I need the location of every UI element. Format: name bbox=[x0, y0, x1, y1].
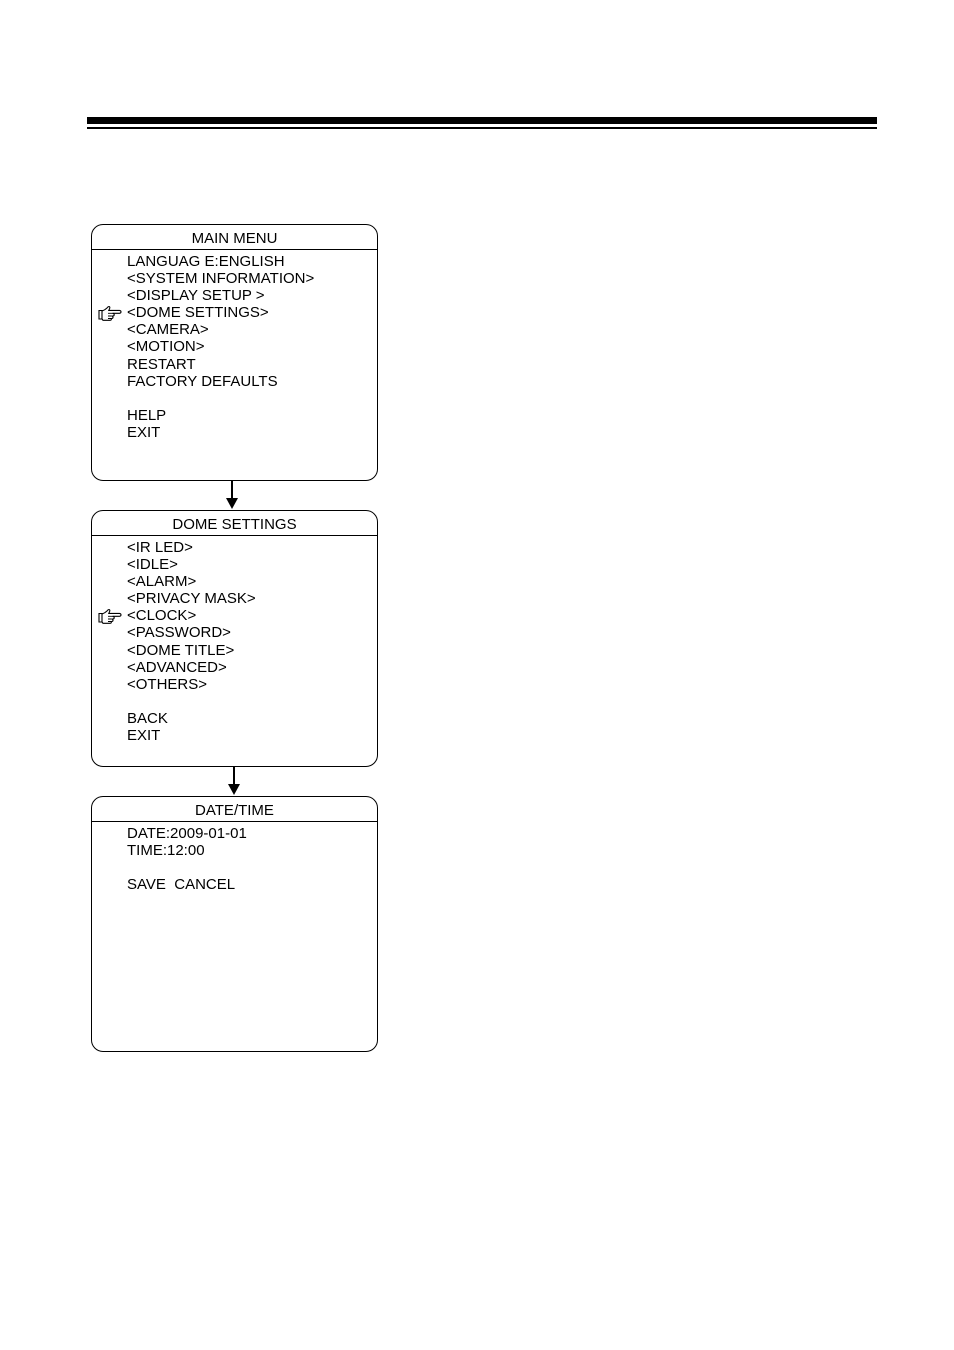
dome-settings-item-clock[interactable] bbox=[92, 607, 377, 624]
date-time-item-save-cancel[interactable] bbox=[92, 876, 377, 893]
main-menu-item-restart[interactable] bbox=[92, 356, 377, 373]
dome-settings-item-label: <IR LED> bbox=[127, 539, 193, 556]
dome-settings-item-back[interactable] bbox=[92, 710, 377, 727]
main-menu-spacer bbox=[92, 390, 377, 407]
dome-settings-item-idle[interactable] bbox=[92, 556, 377, 573]
dome-settings-item-label: <PASSWORD> bbox=[127, 624, 231, 642]
date-time-item-date-2009-01-01[interactable] bbox=[92, 825, 377, 842]
main-menu-panel bbox=[91, 224, 378, 481]
main-menu-item-display-setup[interactable] bbox=[92, 287, 377, 304]
main-menu-item-label: EXIT bbox=[127, 423, 161, 441]
main-menu-item-label: LANGUAG E:ENGLISH bbox=[127, 253, 285, 270]
main-menu-item-dome-settings[interactable] bbox=[92, 304, 377, 321]
main-menu-item-system-information[interactable] bbox=[92, 270, 377, 287]
main-menu-item-label: HELP bbox=[127, 406, 167, 424]
main-menu-list bbox=[92, 250, 377, 441]
dome-settings-spacer bbox=[92, 693, 377, 710]
main-menu-item-camera[interactable] bbox=[92, 321, 377, 338]
main-menu-item-motion[interactable] bbox=[92, 338, 377, 355]
flow-arrow-2 bbox=[228, 767, 240, 795]
main-menu-item-help[interactable] bbox=[92, 407, 377, 424]
date-time-title: DATE/TIME bbox=[92, 797, 377, 822]
main-menu-item-exit[interactable] bbox=[92, 424, 377, 441]
dome-settings-item-label: <OTHERS> bbox=[127, 675, 208, 693]
dome-settings-item-privacy-mask[interactable] bbox=[92, 590, 377, 607]
dome-settings-item-dome-title[interactable] bbox=[92, 642, 377, 659]
main-menu-item-label: <SYSTEM INFORMATION> bbox=[127, 270, 315, 288]
main-menu-item-label: <DOME SETTINGS> bbox=[127, 304, 269, 322]
main-menu-item-label: <CAMERA> bbox=[127, 321, 209, 339]
dome-settings-item-exit[interactable] bbox=[92, 727, 377, 744]
date-time-list bbox=[92, 822, 377, 893]
main-menu-item-label: RESTART bbox=[127, 355, 196, 373]
main-menu-item-label: FACTORY DEFAULTS bbox=[127, 372, 278, 390]
date-time-item-label: SAVE CANCEL bbox=[127, 876, 236, 894]
dome-settings-item-label: <ALARM> bbox=[127, 573, 197, 591]
dome-settings-item-label: <PRIVACY MASK> bbox=[127, 590, 256, 608]
dome-settings-item-password[interactable] bbox=[92, 624, 377, 641]
dome-settings-panel bbox=[91, 510, 378, 767]
header-rule-thick bbox=[87, 117, 877, 124]
dome-settings-item-label: <DOME TITLE> bbox=[127, 641, 235, 659]
main-menu-item-languag-e-english[interactable] bbox=[92, 253, 377, 270]
dome-settings-item-ir-led[interactable] bbox=[92, 539, 377, 556]
dome-settings-item-label: <CLOCK> bbox=[127, 607, 197, 625]
dome-settings-item-label: BACK bbox=[127, 709, 168, 727]
date-time-item-time-12-00[interactable] bbox=[92, 842, 377, 859]
header-rule-thin bbox=[87, 127, 877, 129]
dome-settings-item-alarm[interactable] bbox=[92, 573, 377, 590]
main-menu-title: MAIN MENU bbox=[92, 225, 377, 250]
main-menu-item-factory-defaults[interactable] bbox=[92, 373, 377, 390]
dome-settings-item-label: <ADVANCED> bbox=[127, 658, 227, 676]
dome-settings-item-label: <IDLE> bbox=[127, 556, 178, 574]
dome-settings-item-label: EXIT bbox=[127, 727, 161, 745]
hand-pointer-icon bbox=[98, 608, 122, 624]
date-time-panel bbox=[91, 796, 378, 1052]
main-menu-item-label: <DISPLAY SETUP > bbox=[127, 287, 265, 305]
date-time-item-label: TIME:12:00 bbox=[127, 842, 205, 860]
flow-arrow-1 bbox=[226, 481, 238, 509]
dome-settings-list bbox=[92, 536, 377, 744]
date-time-item-label: DATE:2009-01-01 bbox=[127, 825, 247, 842]
dome-settings-item-others[interactable] bbox=[92, 676, 377, 693]
hand-pointer-icon bbox=[98, 305, 122, 321]
main-menu-item-label: <MOTION> bbox=[127, 338, 205, 356]
date-time-spacer bbox=[92, 859, 377, 876]
dome-settings-item-advanced[interactable] bbox=[92, 659, 377, 676]
dome-settings-title: DOME SETTINGS bbox=[92, 511, 377, 536]
